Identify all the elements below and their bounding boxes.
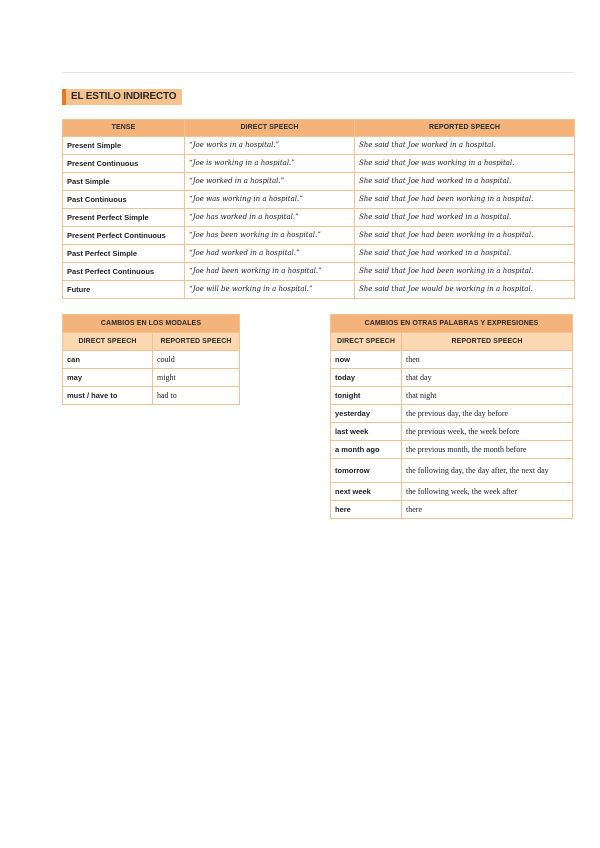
table-row [63,245,575,263]
table-row [63,173,575,191]
modal-reported-cell: had to [153,387,240,405]
tense-table [62,119,575,299]
section-title [62,89,182,105]
modal-direct-cell: must / have to [63,387,153,405]
reported-speech-cell: She said that Joe had been working in a hospital. [355,263,575,281]
expression-direct-cell: tonight [331,387,402,405]
table-row [63,263,575,281]
reported-speech-cell: She said that Joe had worked in a hospital. [355,209,575,227]
direct-speech-cell: “Joe is working in a hospital.” [185,155,355,173]
tense-cell: Present Simple [63,137,185,155]
direct-speech-cell: “Joe has been working in a hospital.” [185,227,355,245]
tense-cell: Past Perfect Simple [63,245,185,263]
other-header-reported: REPORTED SPEECH [402,333,573,351]
tense-cell: Past Simple [63,173,185,191]
direct-speech-cell: “Joe will be working in a hospital.” [185,281,355,299]
expression-reported-cell: the previous day, the day before [402,405,573,423]
expression-direct-cell: now [331,351,402,369]
expression-reported-cell: that night [402,387,573,405]
tense-cell: Present Perfect Simple [63,209,185,227]
other-header-direct: DIRECT SPEECH [331,333,402,351]
modal-reported-cell: might [153,369,240,387]
modal-reported-cell: could [153,351,240,369]
table-row [63,369,240,387]
reported-speech-cell: She said that Joe had been working in a hospital. [355,227,575,245]
table-row [331,483,573,501]
header-tense: TENSE [63,120,185,137]
expression-reported-cell: that day [402,369,573,387]
direct-speech-cell: “Joe was working in a hospital.” [185,191,355,209]
modal-table-caption: CAMBIOS EN LOS MODALES [63,315,240,333]
tense-cell: Present Perfect Continuous [63,227,185,245]
expression-reported-cell: the previous month, the month before [402,441,573,459]
table-row [63,351,240,369]
top-divider [62,72,574,73]
table-row [331,387,573,405]
modal-table-header-row [63,333,240,351]
modal-changes-table [62,314,240,405]
modal-direct-cell: may [63,369,153,387]
expression-direct-cell: tomorrow [331,459,402,483]
header-direct-speech: DIRECT SPEECH [185,120,355,137]
modal-header-direct: DIRECT SPEECH [63,333,153,351]
reported-speech-cell: She said that Joe was working in a hospital. [355,155,575,173]
table-row [331,501,573,519]
reported-speech-cell: She said that Joe had worked in a hospital. [355,245,575,263]
reported-speech-cell: She said that Joe had been working in a hospital. [355,191,575,209]
reported-speech-cell: She said that Joe worked in a hospital. [355,137,575,155]
expression-reported-cell: the following week, the week after [402,483,573,501]
tense-cell: Past Continuous [63,191,185,209]
expression-direct-cell: next week [331,483,402,501]
expression-direct-cell: today [331,369,402,387]
table-row [63,387,240,405]
modal-header-reported: REPORTED SPEECH [153,333,240,351]
expression-reported-cell: there [402,501,573,519]
direct-speech-cell: “Joe has worked in a hospital.” [185,209,355,227]
table-row [331,405,573,423]
table-row [63,191,575,209]
direct-speech-cell: “Joe works in a hospital.” [185,137,355,155]
table-row [331,351,573,369]
table-row [331,459,573,483]
table-row [331,423,573,441]
table-row [63,137,575,155]
header-reported-speech: REPORTED SPEECH [355,120,575,137]
other-table-header-row [331,333,573,351]
other-table-caption: CAMBIOS EN OTRAS PALABRAS Y EXPRESIONES [331,315,573,333]
table-row [331,369,573,387]
expression-direct-cell: here [331,501,402,519]
direct-speech-cell: “Joe had worked in a hospital.” [185,245,355,263]
table-row [63,281,575,299]
direct-speech-cell: “Joe had been working in a hospital.” [185,263,355,281]
expression-direct-cell: a month ago [331,441,402,459]
other-table-caption-row [331,315,573,333]
expression-direct-cell: yesterday [331,405,402,423]
expression-reported-cell: the following day, the day after, the next day [402,459,573,483]
expression-changes-table [330,314,573,519]
reported-speech-cell: She said that Joe would be working in a hospital. [355,281,575,299]
modal-table-caption-row [63,315,240,333]
table-row [63,227,575,245]
tense-cell: Future [63,281,185,299]
table-row [331,441,573,459]
expression-reported-cell: then [402,351,573,369]
expression-reported-cell: the previous week, the week before [402,423,573,441]
tense-cell: Present Continuous [63,155,185,173]
expression-direct-cell: last week [331,423,402,441]
table-row [63,155,575,173]
tense-table-header-row [63,120,575,137]
reported-speech-cell: She said that Joe had worked in a hospital. [355,173,575,191]
tense-cell: Past Perfect Continuous [63,263,185,281]
section-title-text: EL ESTILO INDIRECTO [66,89,182,105]
modal-direct-cell: can [63,351,153,369]
table-row [63,209,575,227]
direct-speech-cell: “Joe worked in a hospital.” [185,173,355,191]
